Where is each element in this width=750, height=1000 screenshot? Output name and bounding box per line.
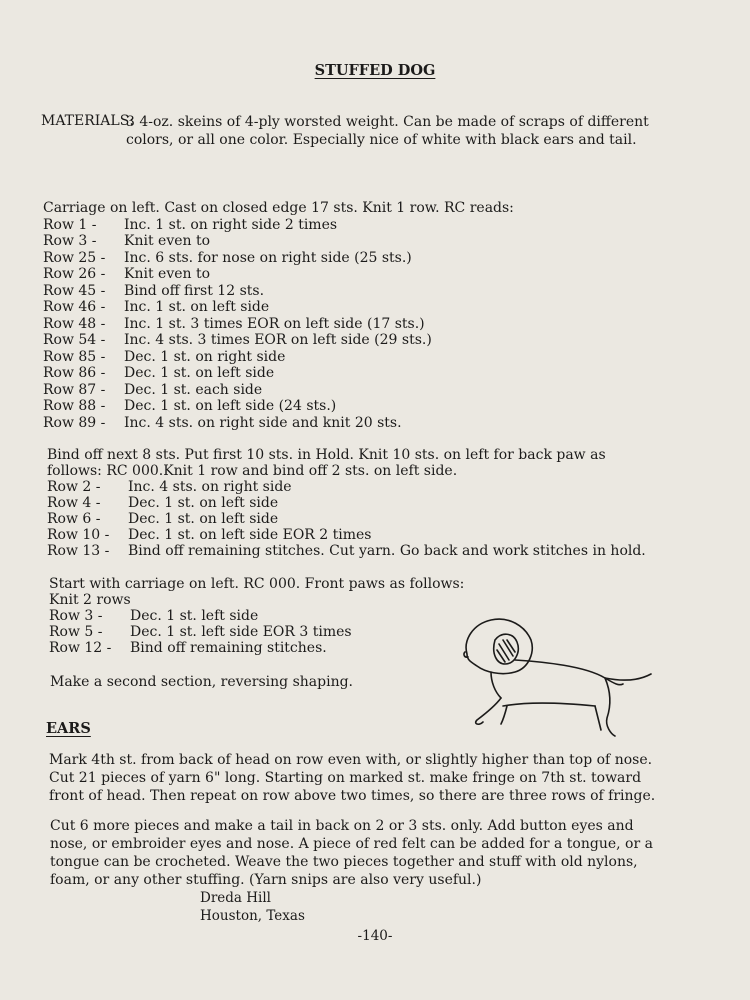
row-text: Inc. 4 sts. on right side and knit 20 sts. [124,414,402,431]
row-label: Row 3 - [49,608,103,624]
section-closing: Make a second section, reversing shaping. [50,674,353,690]
row-text: Inc. 4 sts. 3 times EOR on left side (29 sts.) [124,332,432,348]
row-label: Row 46 - [43,299,106,315]
row-text: Inc. 1 st. on right side 2 times [124,216,338,233]
row-text: Knit even to [124,233,211,249]
instruction-row [47,511,646,527]
instruction-row [49,640,464,656]
instruction-row [47,543,646,559]
row-label: Row 12 - [49,640,112,656]
section-body-instructions [43,200,514,431]
section-intro: Bind off next 8 sts. Put first 10 sts. in Hold. Knit 10 sts. on left for back paw as [47,447,606,463]
paragraph-line: Cut 21 pieces of yarn 6" long. Starting on marked st. make fringe on 7th st. toward [49,770,642,786]
instruction-row [43,415,514,432]
section-intro: Start with carriage on left. RC 000. Front paws as follows: [49,576,465,592]
author-name: Dreda Hill [200,890,271,906]
page-number: -140- [357,928,393,944]
instruction-row [47,527,646,543]
row-label: Row 4 - [47,495,101,511]
row-label: Row 86 - [43,365,106,381]
ears-paragraph [49,751,655,805]
paragraph-line: Cut 6 more pieces and make a tail in back on 2 or 3 sts. only. Add button eyes and [50,818,634,834]
section-intro: follows: RC 000.Knit 1 row and bind off 2 sts. on left side. [47,463,458,479]
paragraph-line: foam, or any other stuffing. (Yarn snips are also very useful.) [50,872,482,888]
row-label: Row 87 - [43,381,106,398]
instruction-row [43,349,514,366]
instruction-row [43,365,514,382]
instruction-row [43,398,514,415]
row-text: Inc. 1 st. 3 times EOR on left side (17 sts.) [124,315,425,332]
instruction-row [43,316,514,333]
instruction-row [43,382,514,399]
row-text: Inc. 6 sts. for nose on right side (25 sts.) [124,249,412,266]
paragraph-line: Mark 4th st. from back of head on row even with, or slightly higher than top of nose. [49,752,653,768]
instruction-row [43,332,514,349]
row-label: Row 48 - [43,315,106,332]
row-label: Row 3 - [43,233,97,249]
row-text: Dec. 1 st. on right side [124,348,286,365]
instruction-row [43,250,514,267]
row-text: Bind off remaining stitches. Cut yarn. Go back and work stitches in hold. [128,543,646,559]
row-label: Row 5 - [49,624,103,640]
row-text: Dec. 1 st. on left side (24 sts.) [124,398,337,414]
materials-label: MATERIALS: [41,113,135,129]
row-text: Knit even to [124,266,211,282]
row-label: Row 6 - [47,511,101,527]
row-text: Dec. 1 st. each side [124,381,263,398]
row-text: Dec. 1 st. on left side [128,495,279,511]
row-label: Row 45 - [43,282,106,299]
section-intro: Carriage on left. Cast on closed edge 17 sts. Knit 1 row. RC reads: [43,200,514,216]
materials-text: 3 4-oz. skeins of 4-ply worsted weight. Can be made of scraps of different colors, or all one color. Especially nice of white with black ears and tail. [126,114,649,148]
section-back-paw [47,447,646,559]
instruction-row [43,217,514,234]
instruction-row [43,283,514,300]
row-text: Dec. 1 st. on left side [128,511,279,527]
instruction-row [47,479,646,495]
instruction-row [49,624,464,640]
row-label: Row 85 - [43,348,106,365]
section-front-paws [49,576,464,656]
dog-sketch-illustration [455,610,665,750]
instruction-row [47,495,646,511]
tail-paragraph [50,817,653,889]
instruction-row [43,266,514,283]
row-label: Row 1 - [43,216,97,233]
row-label: Row 10 - [47,527,110,543]
row-text: Inc. 1 st. on left side [124,299,270,315]
row-label: Row 89 - [43,414,106,431]
row-label: Row 54 - [43,332,106,348]
paragraph-line: tongue can be crocheted. Weave the two pieces together and stuff with old nylons, [50,854,638,870]
row-label: Row 26 - [43,266,106,282]
row-label: Row 88 - [43,398,106,414]
row-label: Row 25 - [43,249,106,266]
row-text: Bind off remaining stitches. [130,640,327,656]
paragraph-line: front of head. Then repeat on row above two times, so there are three rows of fringe. [49,788,656,804]
instruction-row [43,299,514,316]
section-intro: Knit 2 rows [49,592,131,608]
instruction-row [43,233,514,250]
row-text: Inc. 4 sts. on right side [128,479,292,495]
instruction-row [49,608,464,624]
row-text: Dec. 1 st. left side EOR 3 times [130,624,352,640]
row-text: Dec. 1 st. on left side EOR 2 times [128,527,372,543]
row-text: Bind off first 12 sts. [124,282,265,299]
row-text: Dec. 1 st. left side [130,608,259,624]
author-location: Houston, Texas [200,908,305,924]
row-text: Dec. 1 st. on left side [124,365,275,381]
row-label: Row 13 - [47,543,110,559]
paragraph-line: nose, or embroider eyes and nose. A piece of red felt can be added for a tongue, or a [50,836,653,852]
ears-heading: EARS [46,720,91,737]
row-label: Row 2 - [47,479,101,495]
document-title: STUFFED DOG [314,62,436,79]
